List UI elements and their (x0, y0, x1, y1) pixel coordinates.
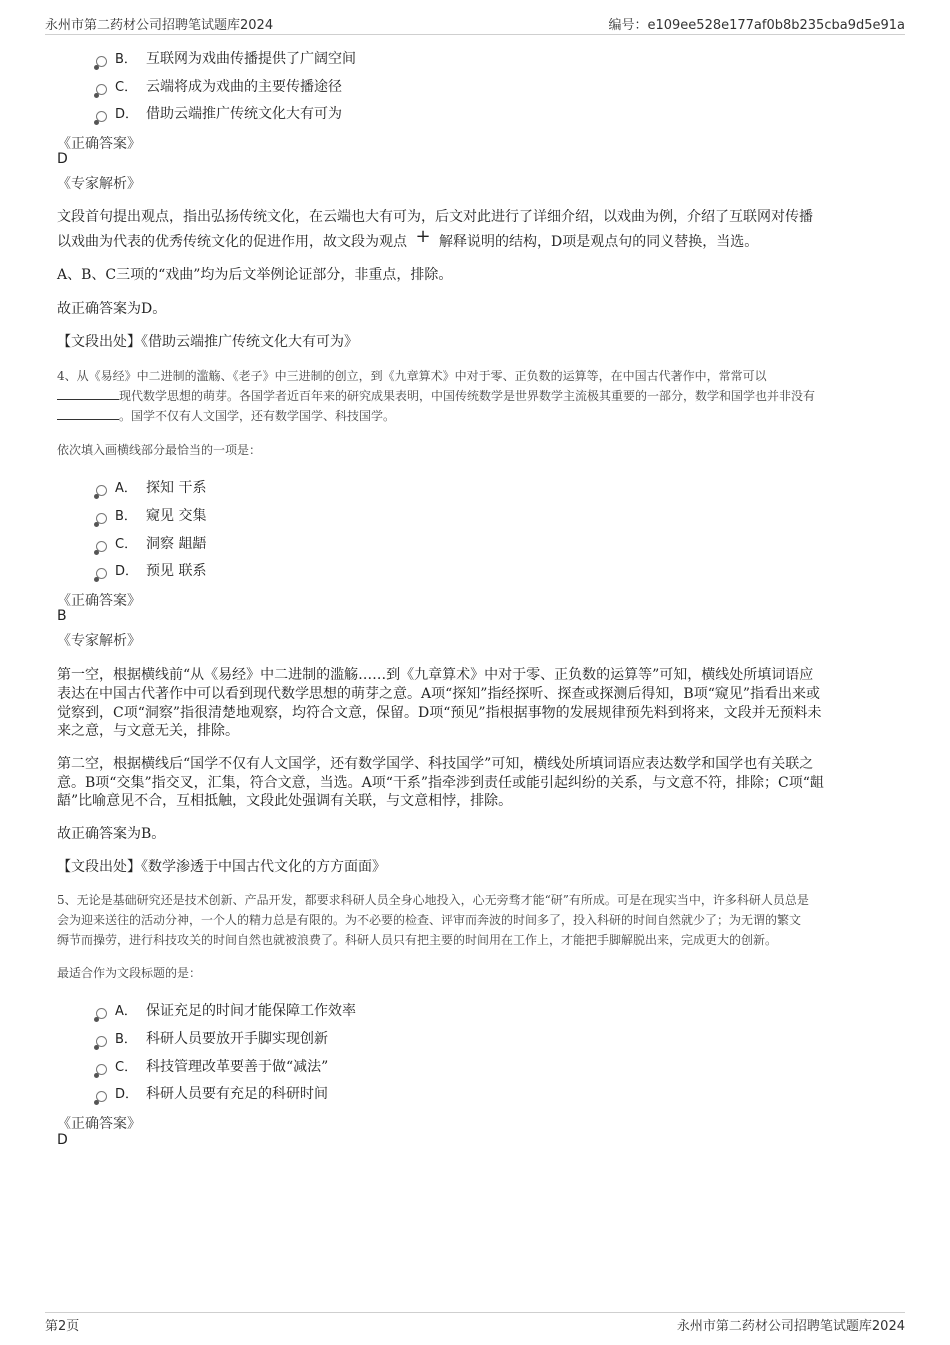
q4-option-c[interactable]: C． 洞察 龃龉 (96, 533, 206, 555)
q4-analysis-p3: 故正确答案为B。 (57, 826, 166, 842)
radio-icon[interactable] (96, 513, 107, 524)
q5-text-line1: 5、无论是基础研究还是技术创新、产品开发，都要求科研人员全身心地投入，心无旁骛才能“研”有所成。可是在现实当中，许多科研人员总是 (57, 893, 809, 907)
q4-option-a[interactable]: A． 探知 干系 (96, 477, 206, 499)
q4-source: 【文段出处】《数学渗透于中国古代文化的方方面面》 (57, 859, 386, 875)
q4-option-b[interactable]: B． 窥见 交集 (96, 505, 206, 527)
page-header (45, 14, 905, 35)
radio-icon[interactable] (96, 84, 107, 95)
q5-prompt: 最适合作为文段标题的是： (57, 966, 202, 980)
radio-icon[interactable] (96, 56, 107, 67)
q4-option-d[interactable]: D． 预见 联系 (96, 560, 206, 582)
q4-analysis-p2-line2: 意。B项“交集”指交叉，汇集，符合文意，当选。A项“干系”指牵涉到责任或能引起纠纷的关系，与文意不符，排除；C项“龃 (57, 775, 824, 791)
q3-analysis-p2: A、B、C三项的“戏曲”均为后文举例论证部分，非重点，排除。 (57, 267, 453, 283)
q3-option-d[interactable]: D． 借助云端推广传统文化大有可为 (96, 103, 342, 125)
q3-option-b[interactable]: B． 互联网为戏曲传播提供了广阔空间 (96, 48, 356, 70)
q4-answer-label: 《正确答案》 (57, 593, 141, 609)
q4-analysis-p1-line4: 来之意，与文意无关，排除。 (57, 723, 239, 739)
q5-option-b[interactable]: B． 科研人员要放开手脚实现创新 (96, 1028, 328, 1050)
q4-text-line3: 。国学不仅有人文国学，还有数学国学、科技国学。 (57, 407, 395, 424)
blank-line (57, 407, 119, 420)
q3-answer: D (57, 151, 68, 167)
q4-analysis-p2-line3: 龉”比喻意见不合，互相抵触，文段此处强调有关联，与文意相悖，排除。 (57, 793, 513, 809)
radio-icon[interactable] (96, 485, 107, 496)
page-number: 第2页 (45, 1319, 80, 1334)
q5-answer-label: 《正确答案》 (57, 1116, 141, 1132)
q5-answer: D (57, 1132, 68, 1148)
q5-text-line2: 会为迎来送往的活动分神，一个人的精力总是有限的。为不必要的检查、评审而奔波的时间多了，投入科研的时间自然就少了；为无谓的繁文 (57, 913, 802, 927)
radio-icon[interactable] (96, 111, 107, 122)
footer-title: 永州市第二药材公司招聘笔试题库2024 (676, 1319, 905, 1334)
blank-line (57, 387, 119, 400)
plus-sign: + (415, 226, 431, 247)
q3-analysis-label: 《专家解析》 (57, 176, 141, 192)
radio-icon[interactable] (96, 541, 107, 552)
radio-icon[interactable] (96, 568, 107, 579)
q4-analysis-p1-line1: 第一空，根据横线前“从《易经》中二进制的滥觞……到《九章算术》中对于零、正负数的运算等”可知，横线处所填词语应 (57, 667, 814, 683)
header-title: 永州市第二药材公司招聘笔试题库2024 (45, 18, 274, 33)
page-footer (45, 1312, 905, 1335)
q3-analysis-p3: 故正确答案为D。 (57, 301, 167, 317)
q3-option-c[interactable]: C． 云端将成为戏曲的主要传播途径 (96, 76, 342, 98)
q5-option-a[interactable]: A． 保证充足的时间才能保障工作效率 (96, 1000, 356, 1022)
radio-icon[interactable] (96, 1036, 107, 1047)
q4-analysis-label: 《专家解析》 (57, 633, 141, 649)
q3-source: 【文段出处】《借助云端推广传统文化大有可为》 (57, 334, 358, 350)
q4-analysis-p2-line1: 第二空，根据横线后“国学不仅有人文国学，还有数学国学、科技国学”可知，横线处所填词语应表达数学和国学也有关联之 (57, 756, 814, 772)
q4-text-line1: 4、从《易经》中二进制的滥觞、《老子》中三进制的创立，到《九章算术》中对于零、正负数的运算等，在中国古代著作中，常常可以 (57, 369, 767, 383)
q5-text-line3: 缛节而操劳，进行科技攻关的时间自然也就被浪费了。科研人员只有把主要的时间用在工作上，才能把手脚解脱出来，完成更大的创新。 (57, 933, 778, 947)
q4-analysis-p1-line3: 觉察到，C项“洞察”指很清楚地观察，均符合文意，保留。D项“预见”指根据事物的发展规律预先料到将来，文段并无预料未 (57, 705, 822, 721)
q4-prompt: 依次填入画横线部分最恰当的一项是： (57, 443, 262, 457)
q3-analysis-line1: 文段首句提出观点，指出弘扬传统文化，在云端也大有可为，后文对此进行了详细介绍，以戏曲为例，介绍了互联网对传播 (57, 209, 813, 225)
q3-answer-label: 《正确答案》 (57, 136, 141, 152)
radio-icon[interactable] (96, 1064, 107, 1075)
document-code: 编号：e109ee528e177af0b8b235cba9d5e91a (608, 18, 905, 33)
q4-answer: B (57, 608, 67, 624)
q4-text-line2: 现代数学思想的萌芽。各国学者近百年来的研究成果表明，中国传统数学是世界数学主流极其重要的一部分，数学和国学也并非没有 (57, 387, 815, 404)
q4-analysis-p1-line2: 表达在中国古代著作中可以看到现代数学思想的萌芽之意。A项“探知”指经探听、探查或探测后得知，B项“窥见”指看出来或 (57, 686, 821, 702)
radio-icon[interactable] (96, 1008, 107, 1019)
q5-option-c[interactable]: C． 科技管理改革要善于做“减法” (96, 1056, 328, 1078)
radio-icon[interactable] (96, 1091, 107, 1102)
q5-option-d[interactable]: D． 科研人员要有充足的科研时间 (96, 1083, 328, 1105)
q3-analysis-line2: 以戏曲为代表的优秀传统文化的促进作用，故文段为观点 + 解释说明的结构，D项是观点句的同义替换，当选。 (57, 226, 759, 250)
